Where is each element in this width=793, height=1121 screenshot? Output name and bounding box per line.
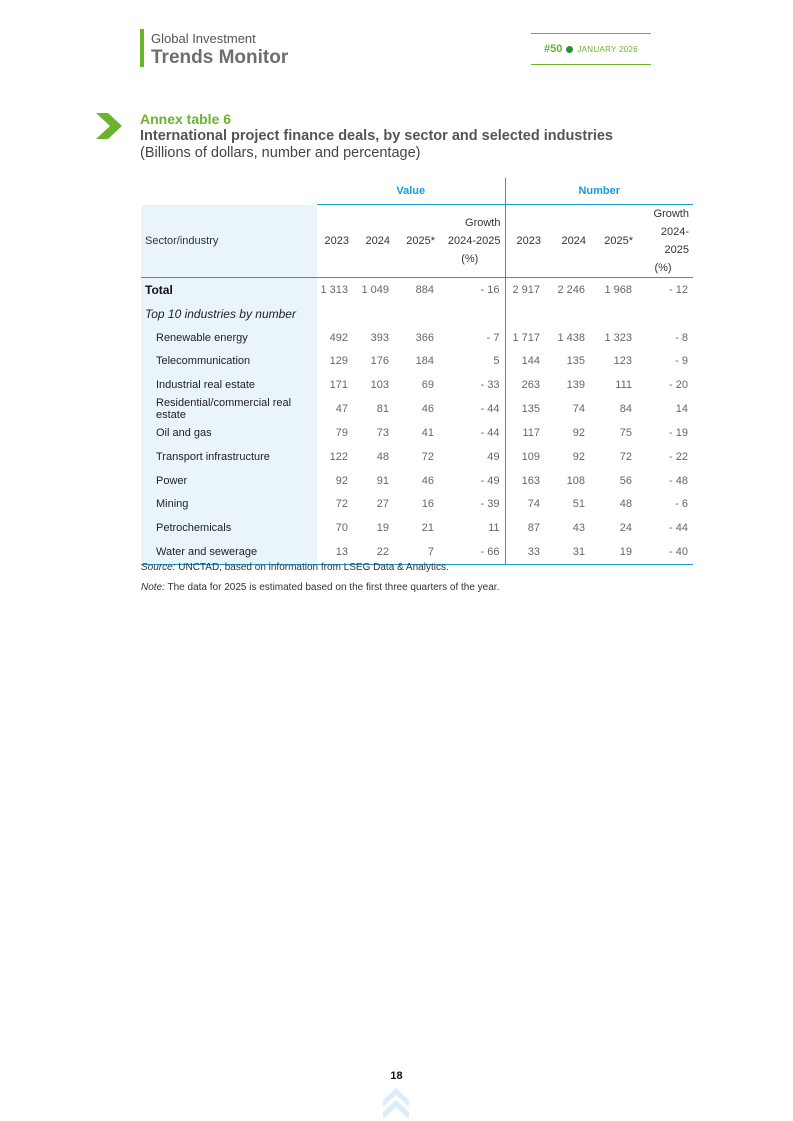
number-cell: 84 [619,403,632,416]
column-header-value-2023: 2023 [317,205,353,278]
number-cell: 51 [572,498,585,511]
column-header-number-growth: Growth 2024-2025 (%) [637,205,693,278]
number-cell: 123 [613,355,632,368]
dot-icon [566,46,573,53]
number-cell: 2 246 [557,284,585,296]
column-header-number-2025: 2025* [590,205,637,278]
value-cell: 72 [335,498,348,511]
value-cell: 69 [421,379,434,392]
row-label: Residential/commercial real estate [141,397,317,421]
number-cell: 48 [619,498,632,511]
column-header-value-2024: 2024 [353,205,394,278]
value-cell: 47 [335,403,348,416]
value-cell: 393 [370,331,389,344]
value-cell: - 49 [480,474,500,487]
number-cell: - 8 [675,331,688,344]
number-cell: 117 [505,421,545,445]
number-cell: 1 323 [604,331,632,344]
number-cell: 14 [675,403,688,416]
annex-table [141,178,693,565]
source-note: Source: UNCTAD, based on information from LSEG Data & Analytics. [141,562,449,573]
number-cell: 19 [590,540,637,564]
number-cell: - 9 [675,355,688,368]
value-cell: 129 [329,355,348,368]
value-cell: 27 [376,498,389,511]
column-header-value-growth: Growth 2024-2025 (%) [439,205,505,278]
number-cell: 72 [619,450,632,463]
number-cell: - 22 [669,450,688,463]
number-cell: 56 [619,474,632,487]
number-cell: 92 [572,450,585,463]
value-cell: 884 [415,284,434,296]
number-cell: 139 [566,379,585,392]
value-cell: 1 049 [361,284,389,296]
value-cell: - 44 [480,427,500,440]
number-cell: 135 [505,397,545,421]
number-cell: 111 [615,379,632,392]
table-body [141,278,693,565]
row-label: Power [141,469,317,493]
column-header-number-2023: 2023 [505,205,545,278]
number-cell: 144 [505,350,545,374]
row-label: Oil and gas [141,421,317,445]
number-cell: 109 [505,445,545,469]
table-row [141,516,693,540]
value-cell: 46 [421,403,434,416]
number-cell: 43 [572,522,585,535]
table-row [141,373,693,397]
number-cell: 108 [566,474,585,487]
number-cell: 24 [619,522,632,535]
number-cell: 33 [505,540,545,564]
number-cell: - 12 [669,284,688,296]
value-cell: 11 [488,522,500,535]
number-cell: 1 968 [604,284,632,296]
value-cell: 92 [335,474,348,487]
value-cell: - 39 [480,498,500,511]
table-row [141,326,693,350]
section-label: Top 10 industries by number [141,302,317,326]
value-cell: 46 [421,474,434,487]
number-cell: - 6 [675,498,688,511]
issue-number: #50 [543,43,563,55]
table-row [141,421,693,445]
column-header-number-2024: 2024 [545,205,590,278]
section-row [141,302,693,326]
scroll-up-icon[interactable] [383,1088,409,1121]
brand-line2: Trends Monitor [151,47,289,68]
row-label: Mining [141,493,317,517]
value-cell: 122 [329,450,348,463]
value-cell: 73 [376,427,389,440]
row-label: Petrochemicals [141,516,317,540]
table-row [141,350,693,374]
value-cell: 21 [421,522,434,535]
issue-date: JANUARY 2026 [577,44,639,54]
number-cell: 75 [619,427,632,440]
value-cell: 70 [335,522,348,535]
number-cell: 2 917 [505,278,545,303]
brand-line1: Global Investment [151,31,256,46]
number-cell: 92 [572,427,585,440]
number-cell: 74 [572,403,585,416]
annex-subtitle: (Billions of dollars, number and percentage) [140,145,421,161]
number-cell: 87 [505,516,545,540]
number-cell: 1 717 [505,326,545,350]
brand-logo [140,29,288,67]
value-cell: 16 [421,498,434,511]
value-cell: 366 [415,331,434,344]
number-cell: 1 438 [557,331,585,344]
value-cell: 22 [353,540,394,564]
row-label: Total [141,278,317,303]
value-cell: 13 [317,540,353,564]
value-cell: - 44 [480,403,500,416]
value-cell: 5 [493,355,500,368]
table-row [141,278,693,303]
number-cell: - 40 [637,540,693,564]
row-label: Water and sewerage [141,540,317,564]
value-cell: - 33 [480,379,500,392]
value-cell: - 7 [486,331,500,344]
value-cell: - 16 [480,284,500,296]
row-label: Industrial real estate [141,373,317,397]
column-header-sector: Sector/industry [141,205,317,278]
value-cell: 49 [487,450,500,463]
value-cell: 103 [370,379,389,392]
value-cell: 48 [376,450,389,463]
number-cell: - 48 [669,474,688,487]
value-cell: 492 [329,331,348,344]
number-cell: - 20 [669,379,688,392]
chevron-right-icon [94,111,124,141]
number-cell: - 44 [669,522,688,535]
value-cell: 171 [329,379,348,392]
column-header-value-2025: 2025* [394,205,439,278]
value-cell: 184 [415,355,434,368]
value-cell: 19 [376,522,389,535]
value-cell: 72 [421,450,434,463]
table-row [141,469,693,493]
number-cell: - 19 [669,427,688,440]
value-cell: 1 313 [320,284,348,296]
issue-badge [531,33,651,65]
number-cell: 263 [505,373,545,397]
row-label: Telecommunication [141,350,317,374]
table-row [141,445,693,469]
row-label: Renewable energy [141,326,317,350]
number-cell: 74 [505,493,545,517]
number-cell: 31 [545,540,590,564]
group-header-value: Value [317,178,505,205]
table-row [141,493,693,517]
value-cell: 176 [370,355,389,368]
table-row [141,397,693,421]
annex-label: Annex table 6 [140,111,232,127]
annex-title: International project finance deals, by sector and selected industries [140,128,613,144]
row-label: Transport infrastructure [141,445,317,469]
table-notes [141,558,499,598]
number-cell: 135 [566,355,585,368]
value-cell: 79 [335,427,348,440]
value-cell: 41 [421,427,434,440]
value-cell: 7 [394,540,439,564]
group-header-number: Number [505,178,693,205]
number-cell: 163 [505,469,545,493]
note: Note: The data for 2025 is estimated based on the first three quarters of the year. [141,582,500,593]
value-cell: 81 [376,403,389,416]
value-cell: - 66 [439,540,505,564]
page-number: 18 [390,1070,403,1082]
value-cell: 91 [376,474,389,487]
